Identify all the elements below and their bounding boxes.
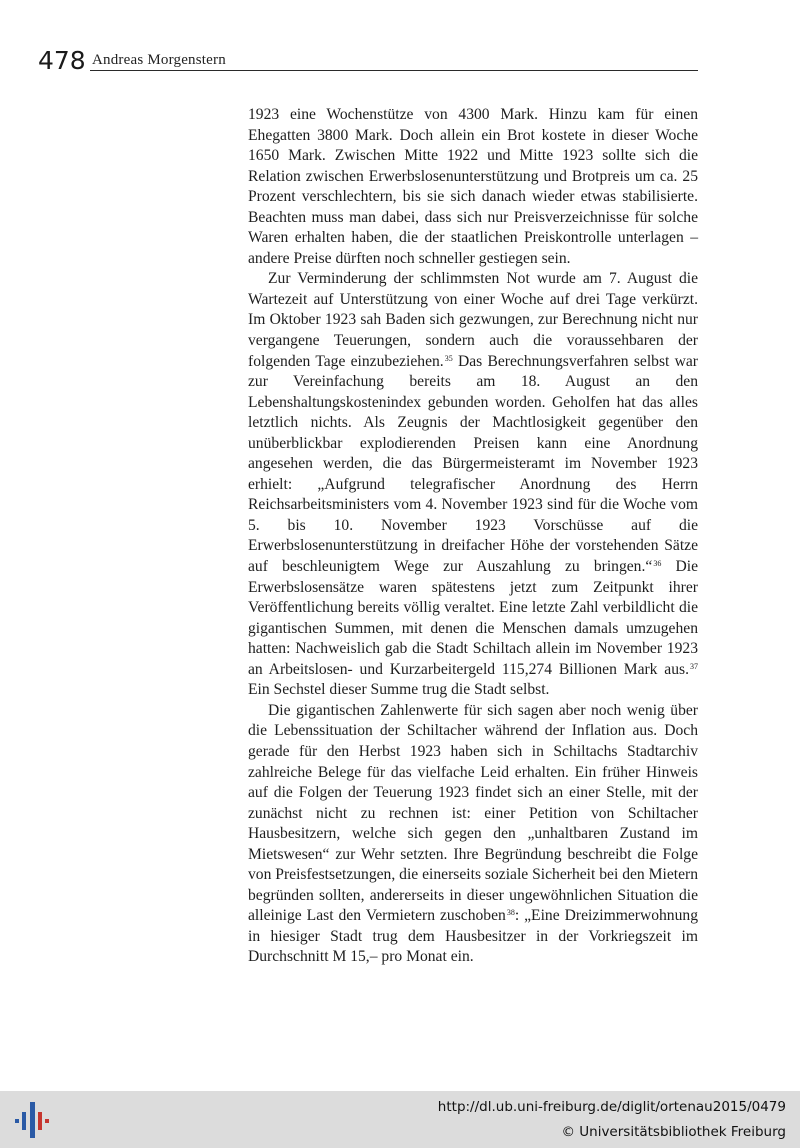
copyright-notice: © Universitätsbibliothek Freiburg: [561, 1124, 786, 1140]
paragraph-text: Ein Sechstel dieser Summe trug die Stadt selbst.: [248, 681, 550, 699]
paragraph-text: Zur Verminderung der schlimmsten Not wurde am 7. August die Wartezeit auf Unterstützung von einer Woche auf drei Tage verkürzt. Im Oktober 1923 sah Baden sich gezwungen, zur Berechnung nicht nur vergangene Teuerungen, sondern auch die voraussehbaren der folgenden Tage einzubeziehen.: [248, 270, 698, 370]
paragraph-text: Die Erwerbslosensätze waren spätestens jetzt zum Zeitpunkt ihrer Veröffentlichung bereits völlig veraltet. Eine letzte Zahl verbildlicht die gigantischen Summen, mit denen die Menschen damals umzugehen hatten: Nachweislich gab die Stadt Schiltach allein im November 1923 an Arbeitslosen- und Kurzarbeitergeld 115,274 Billionen Mark aus.: [248, 558, 698, 678]
footnote-reference: 36: [653, 559, 662, 569]
body-text: [248, 105, 698, 968]
body-paragraph: [248, 269, 698, 700]
footer-band: [0, 1091, 800, 1148]
header-rule: [90, 70, 698, 71]
footnote-reference: 35: [444, 353, 453, 363]
body-paragraph: [248, 701, 698, 968]
footnote-reference: 37: [690, 661, 698, 671]
running-head: Andreas Morgenstern: [92, 52, 226, 68]
university-library-logo-icon: [14, 1099, 50, 1141]
paragraph-text: Das Berechnungsverfahren selbst war zur Vereinfachung bereits am 18. August an den Lebenshaltungskostenindex gebunden worden. Geholfen hat das alles letztlich nichts. Als Zeugnis der Machtlosigkeit gegenüber den unüberblickbar explodierenden Preisen kann eine Anordnung angesehen werden, die das Bürgermeisteramt im November 1923 erhielt: „Aufgrund telegrafischer Anordnung des Herrn Reichsarbeitsministers vom 4. November 1923 sind für die Woche vom 5. bis 10. November 1923 Vorschüsse auf die Erwerbslosenunterstützung in dreifacher Höhe der vorstehenden Sätze auf beschleunigtem Wege zur Auszahlung zu bringen.“: [248, 352, 698, 576]
paragraph-text: : „Eine Dreizimmerwohnung in hiesiger Stadt trug dem Hausbesitzer in der Vorkriegszeit im Durchschnitt M 15,– pro Monat ein.: [248, 907, 698, 966]
paragraph-text: Die gigantischen Zahlenwerte für sich sagen aber noch wenig über die Lebenssituation der Schiltacher während der Inflation aus. Doch gerade für den Herbst 1923 haben sich in Schiltachs Stadtarchiv zahlreiche Belege für das vielfache Leid erhalten. Ein früher Hinweis auf die Folgen der Teuerung 1923 findet sich an einer Stelle, mit der zunächst nicht zu rechnen ist: einer Petition von Schiltacher Hausbesitzern, welche sich gegen den „unhaltbaren Zustand im Mietswesen“ zur Wehr setzten. Ihre Begründung beschreibt die Folge von Preisfestsetzungen, die einerseits soziale Sicherheit bei den Mietern begründen sollten, andererseits in dieser ungewöhnlichen Situation die alleinige Last den Vermietern zuschoben: [248, 701, 698, 925]
body-paragraph: [248, 105, 698, 269]
source-url-link[interactable]: http://dl.ub.uni-freiburg.de/diglit/ortenau2015/0479: [437, 1099, 786, 1115]
paragraph-text: 1923 eine Wochenstütze von 4300 Mark. Hinzu kam für einen Ehegatten 3800 Mark. Doch allein ein Brot kostete in dieser Woche 1650 Mark. Zwischen Mitte 1922 und Mitte 1923 sollte sich die Relation zwischen Erwerbslosenunterstützung und Brotpreis um ca. 25 Prozent verschlechtern, bis sie sich danach wieder etwas stabilisierte. Beachten muss man dabei, dass sich nur Preisverzeichnisse für solche Waren erhalten haben, die der staatlichen Preiskontrolle unterlagen – andere Preise dürften noch schneller gestiegen sein.: [248, 106, 698, 267]
footnote-reference: 38: [506, 908, 515, 918]
page-number: 478: [38, 46, 86, 75]
